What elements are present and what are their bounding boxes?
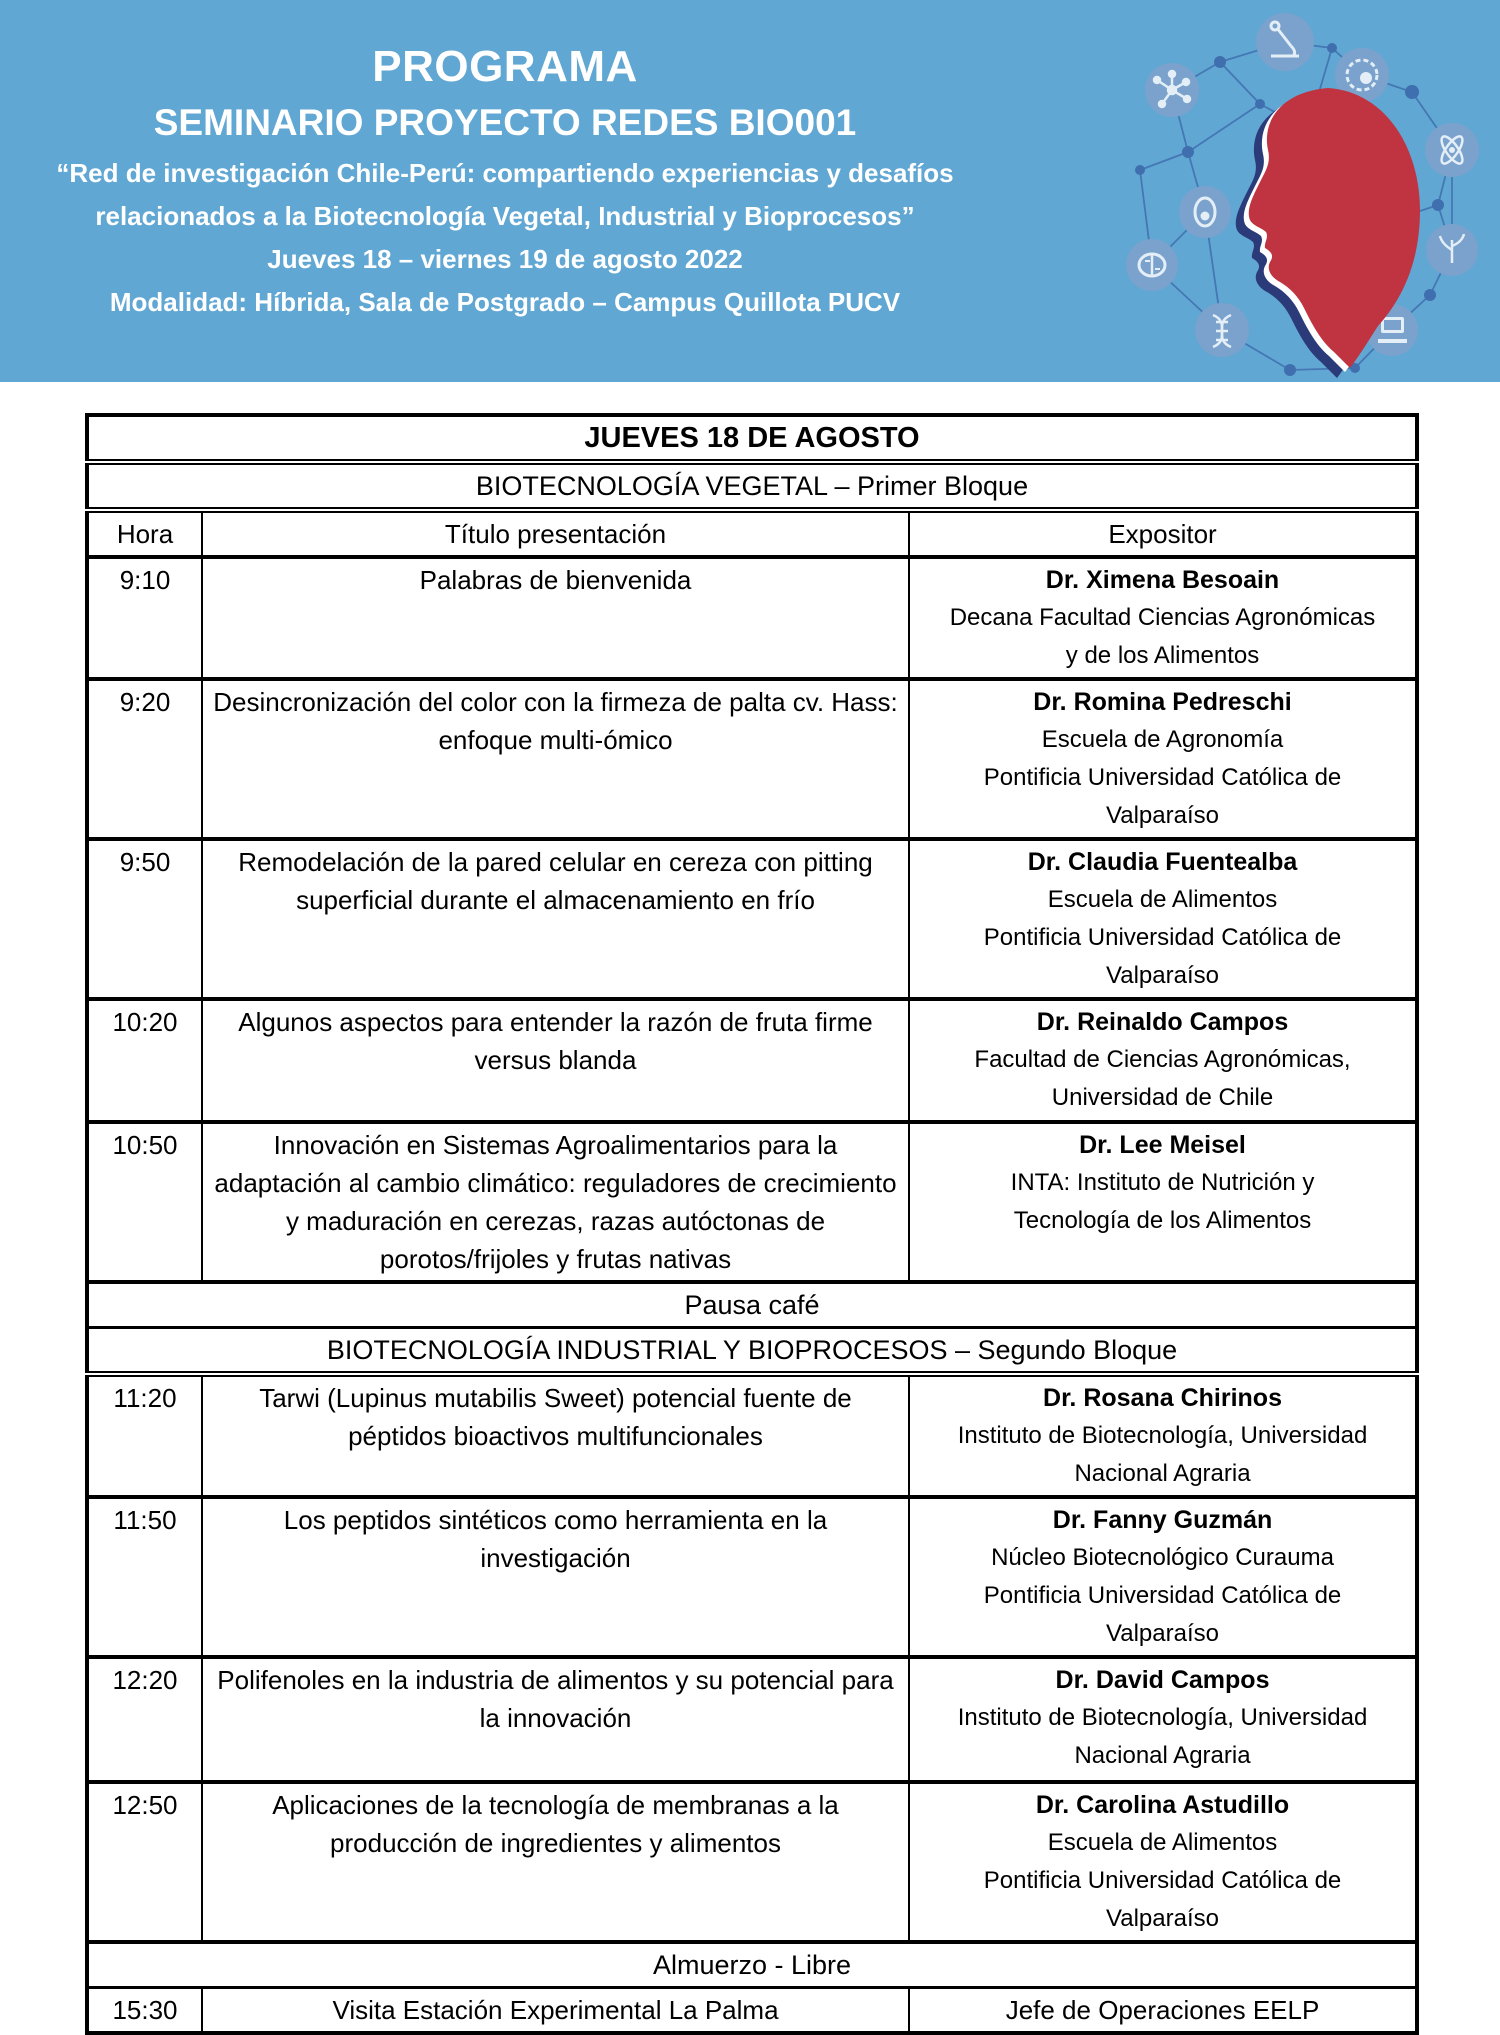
speaker-affiliation: Escuela de Agronomía	[1041, 726, 1284, 753]
day-title: JUEVES 18 DE AGOSTO	[87, 415, 1417, 462]
speaker-affiliation: Pontificia Universidad Católica de	[983, 764, 1342, 791]
schedule-section	[85, 413, 1415, 2035]
session-time: 11:50	[87, 1497, 202, 1657]
speaker-affiliation: Núcleo Biotecnológico Curauma	[991, 1544, 1334, 1571]
break-row	[87, 1942, 1417, 1988]
speaker-name: Dr. Rosana Chirinos	[1043, 1384, 1282, 1412]
session-speaker	[909, 1497, 1417, 1657]
banner-text	[0, 0, 1010, 324]
session-time: 9:50	[87, 839, 202, 999]
table-row	[87, 999, 1417, 1122]
break-row	[87, 1282, 1417, 1328]
session-title: Remodelación de la pared celular en cereza con pitting superficial durante el almacenamiento en frío	[202, 839, 909, 999]
speaker-affiliation: Facultad de Ciencias Agronómicas,	[974, 1046, 1351, 1073]
session-time: 11:20	[87, 1374, 202, 1497]
session-time: 9:10	[87, 557, 202, 679]
plant-icon	[1426, 224, 1478, 276]
microscope-icon	[1256, 13, 1314, 71]
speaker-name: Dr. Claudia Fuentealba	[1027, 848, 1298, 876]
speaker-affiliation: Decana Facultad Ciencias Agronómicas	[949, 604, 1376, 631]
session-title: Polifenoles en la industria de alimentos y su potencial para la innovación	[202, 1657, 909, 1782]
speaker-affiliation: Escuela de Alimentos	[1047, 1829, 1278, 1856]
day-title-row	[87, 415, 1417, 462]
seminar-modality: Modalidad: Híbrida, Sala de Postgrado – Campus Quillota PUCV	[109, 287, 901, 317]
session-title: Tarwi (Lupinus mutabilis Sweet) potencial fuente de péptidos bioactivos multifuncionales	[202, 1374, 909, 1497]
table-row	[87, 1988, 1417, 2034]
speaker-affiliation: Instituto de Biotecnología, Universidad	[957, 1704, 1368, 1731]
molecule-icon	[1145, 63, 1199, 117]
dna-icon	[1195, 303, 1249, 357]
session-speaker	[909, 1374, 1417, 1497]
seminar-dates: Jueves 18 – viernes 19 de agosto 2022	[267, 244, 743, 274]
speaker-affiliation: Pontificia Universidad Católica de	[983, 1582, 1342, 1609]
speaker-affiliation: Universidad de Chile	[1051, 1084, 1274, 1111]
seminar-title: SEMINARIO PROYECTO REDES BIO001	[153, 102, 857, 143]
speaker-name: Dr. Lee Meisel	[1079, 1131, 1246, 1159]
speaker-affiliation: INTA: Instituto de Nutrición y	[1010, 1169, 1315, 1196]
table-row	[87, 1374, 1417, 1497]
speaker-affiliation: Pontificia Universidad Católica de	[983, 1867, 1342, 1894]
session-speaker	[909, 839, 1417, 999]
speaker-affiliation: Tecnología de los Alimentos	[1013, 1207, 1312, 1234]
speaker-affiliation: Valparaíso	[1106, 1905, 1219, 1932]
atom-icon	[1425, 123, 1479, 177]
session-time: 12:50	[87, 1782, 202, 1942]
column-header-row	[87, 510, 1417, 557]
speaker-name: Dr. David Campos	[1055, 1666, 1270, 1694]
session-speaker	[909, 679, 1417, 839]
session-speaker	[909, 1988, 1417, 2034]
session-speaker	[909, 999, 1417, 1122]
speaker-affiliation: Valparaíso	[1106, 802, 1219, 829]
egg-icon	[1179, 186, 1231, 238]
coffee-break-label: Pausa café	[87, 1282, 1417, 1328]
session-title: Palabras de bienvenida	[202, 557, 909, 679]
session-title: Desincronización del color con la firmeza de palta cv. Hass: enfoque multi-ómico	[202, 679, 909, 839]
speaker-name: Dr. Ximena Besoain	[1045, 566, 1280, 594]
speaker-name: Dr. Carolina Astudillo	[1035, 1791, 1290, 1819]
session-title: Innovación en Sistemas Agroalimentarios para la adaptación al cambio climático: reguladores de crecimiento y maduración en cerezas, razas autóctonas de porotos/frijoles y frutas nativas	[202, 1122, 909, 1282]
column-header-expositor: Expositor	[909, 510, 1417, 557]
session-time: 15:30	[87, 1988, 202, 2034]
table-row	[87, 1657, 1417, 1782]
session-speaker	[909, 1782, 1417, 1942]
table-row	[87, 679, 1417, 839]
speaker-name: Dr. Romina Pedreschi	[1033, 688, 1292, 716]
speaker-affiliation: Pontificia Universidad Católica de	[983, 924, 1342, 951]
table-row	[87, 839, 1417, 999]
table-row	[87, 557, 1417, 679]
block2-title-row	[87, 1328, 1417, 1375]
block1-title-row	[87, 462, 1417, 510]
block1-title: BIOTECNOLOGÍA VEGETAL – Primer Bloque	[87, 462, 1417, 510]
seminar-quote-line2: relacionados a la Biotecnología Vegetal, Industrial y Bioprocesos”	[95, 201, 915, 231]
speaker-affiliation: Valparaíso	[1106, 1620, 1219, 1647]
session-speaker	[909, 1657, 1417, 1782]
speaker-affiliation: Instituto de Biotecnología, Universidad	[957, 1422, 1368, 1449]
session-speaker	[909, 1122, 1417, 1282]
speaker-affiliation: Nacional Agraria	[1074, 1742, 1251, 1769]
speaker-affiliation: y de los Alimentos	[1065, 642, 1260, 669]
speaker-name: Dr. Reinaldo Campos	[1036, 1008, 1289, 1036]
session-title: Los peptidos sintéticos como herramienta en la investigación	[202, 1497, 909, 1657]
session-title: Algunos aspectos para entender la razón de fruta firme versus blanda	[202, 999, 909, 1122]
brain-icon	[1126, 239, 1178, 291]
seminar-quote-line1: “Red de investigación Chile-Perú: compartiendo experiencias y desafíos	[56, 158, 954, 188]
speaker-affiliation: Escuela de Alimentos	[1047, 886, 1278, 913]
session-time: 9:20	[87, 679, 202, 839]
session-time: 12:20	[87, 1657, 202, 1782]
speaker-affiliation: Valparaíso	[1106, 962, 1219, 989]
table-row	[87, 1782, 1417, 1942]
speaker-plain: Jefe de Operaciones EELP	[1005, 1995, 1320, 2025]
column-header-titulo: Título presentación	[202, 510, 909, 557]
session-time: 10:20	[87, 999, 202, 1122]
speaker-name: Dr. Fanny Guzmán	[1052, 1506, 1273, 1534]
banner	[0, 0, 1500, 382]
block2-title: BIOTECNOLOGÍA INDUSTRIAL Y BIOPROCESOS – Segundo Bloque	[87, 1328, 1417, 1375]
brain-network-logo	[1100, 0, 1500, 382]
session-speaker	[909, 557, 1417, 679]
schedule-table	[85, 413, 1419, 2035]
table-row	[87, 1122, 1417, 1282]
table-row	[87, 1497, 1417, 1657]
speaker-affiliation: Nacional Agraria	[1074, 1460, 1251, 1487]
lunch-break-label: Almuerzo - Libre	[87, 1942, 1417, 1988]
session-title: Visita Estación Experimental La Palma	[202, 1988, 909, 2034]
session-time: 10:50	[87, 1122, 202, 1282]
session-title: Aplicaciones de la tecnología de membranas a la producción de ingredientes y alimentos	[202, 1782, 909, 1942]
column-header-hora: Hora	[87, 510, 202, 557]
program-title: PROGRAMA	[372, 42, 638, 91]
